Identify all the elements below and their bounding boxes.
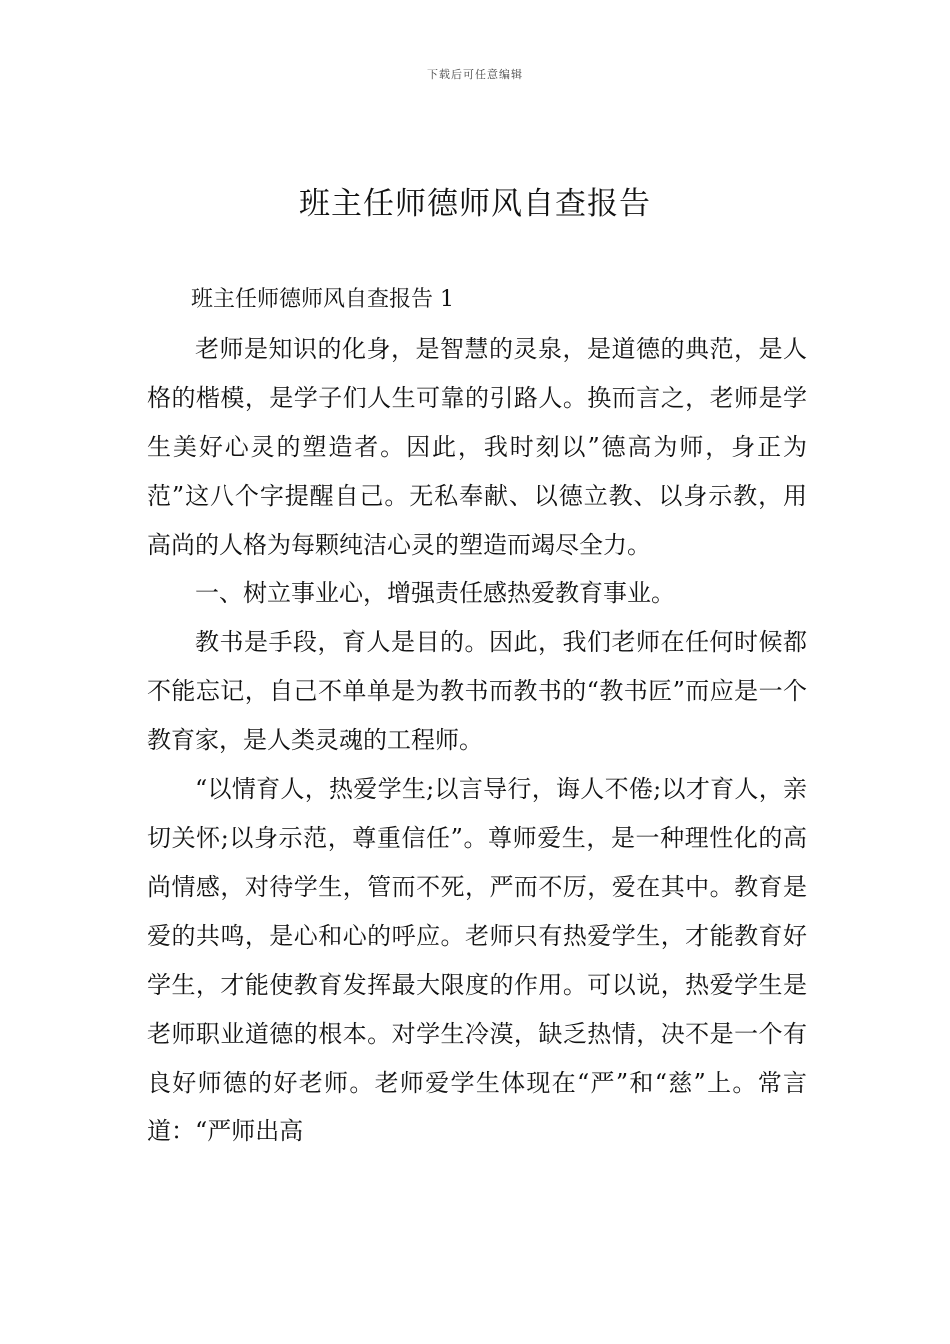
paragraph-teaching: 教书是手段，育人是目的。因此，我们老师在任何时候都不能忘记，自己不单单是为教书而教书的“教书匠”而应是一个教育家，是人类灵魂的工程师。 [147,628,807,755]
document-subtitle: 班主任师德师风自查报告 1 [191,287,454,312]
page-header-note: 下载后可任意编辑 [427,68,523,81]
paragraph-love-students: “以情育人，热爱学生;以言导行，诲人不倦;以才育人，亲切关怀;以身示范，尊重信任”。尊师爱生，是一种理性化的高尚情感，对待学生，管而不死，严而不厉，爱在其中。教育是爱的共鸣，是心和心的呼应。老师只有热爱学生，才能教育好学生，才能使教育发挥最大限度的作用。可以说，热爱学生是老师职业道德的根本。对学生冷漠，缺乏热情，决不是一个有良好师德的好老师。老师爱学生体现在“严”和“慈”上。常言道：“严师出高 [147,775,807,1146]
document-body [147,276,807,1156]
paragraph-intro: 老师是知识的化身，是智慧的灵泉，是道德的典范，是人格的楷模，是学子们人生可靠的引路人。换而言之，老师是学生美好心灵的塑造者。因此，我时刻以”德高为师，身正为范”这八个字提醒自己。无私奉献、以德立教、以身示教，用高尚的人格为每颗纯洁心灵的塑造而竭尽全力。 [147,334,807,559]
section-heading-1: 一、树立事业心，增强责任感热爱教育事业。 [195,579,675,608]
document-title: 班主任师德师风自查报告 [299,186,651,222]
